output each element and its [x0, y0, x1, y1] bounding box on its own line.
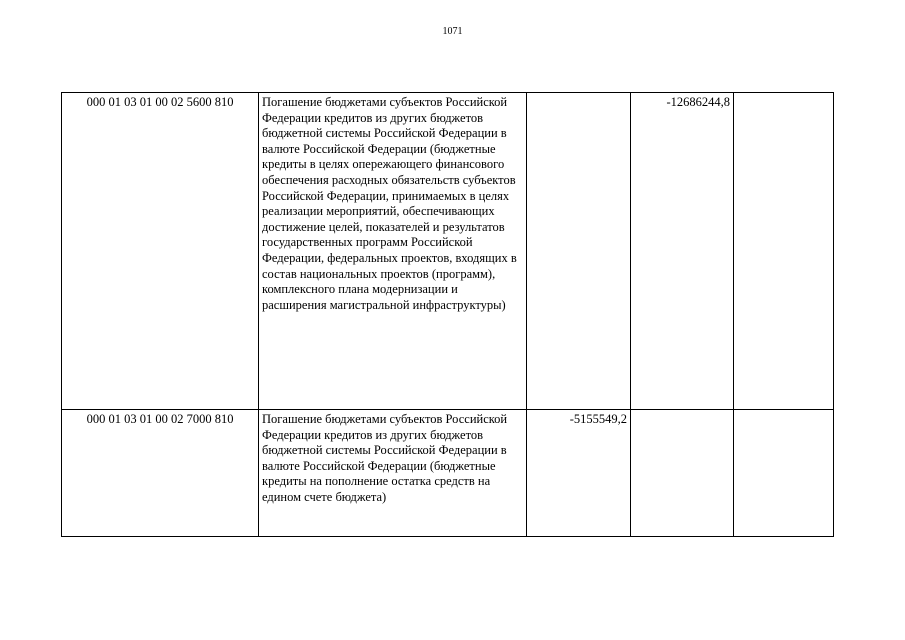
description-cell: Погашение бюджетами субъектов Российской Федерации кредитов из других бюджетов бюджетной системы Российской Федерации в валюте Российской Федерации (бюджетные кредиты на пополнение остатка средств на едином счете бюджета)	[259, 410, 527, 537]
table-row	[62, 410, 834, 537]
budget-code-cell: 000 01 03 01 00 02 7000 810	[62, 410, 259, 537]
value-cell-2: -12686244,8	[631, 93, 734, 410]
budget-table	[61, 92, 834, 537]
budget-code-cell: 000 01 03 01 00 02 5600 810	[62, 93, 259, 410]
value-cell-3	[734, 93, 834, 410]
value-cell-2	[631, 410, 734, 537]
table-row	[62, 93, 834, 410]
value-cell-1: -5155549,2	[527, 410, 631, 537]
value-cell-3	[734, 410, 834, 537]
page-number: 1071	[442, 26, 463, 37]
value-cell-1	[527, 93, 631, 410]
description-cell: Погашение бюджетами субъектов Российской Федерации кредитов из других бюджетов бюджетной системы Российской Федерации в валюте Российской Федерации (бюджетные кредиты в целях опережающего финансового обеспечения расходных обязательств субъектов Российской Федерации, принимаемых в целях реализации мероприятий, обеспечивающих достижение целей, показателей и результатов государственных программ Российской Федерации, федеральных проектов, входящих в состав национальных проектов (программ), комплексного плана модернизации и расширения магистральной инфраструктуры)	[259, 93, 527, 410]
